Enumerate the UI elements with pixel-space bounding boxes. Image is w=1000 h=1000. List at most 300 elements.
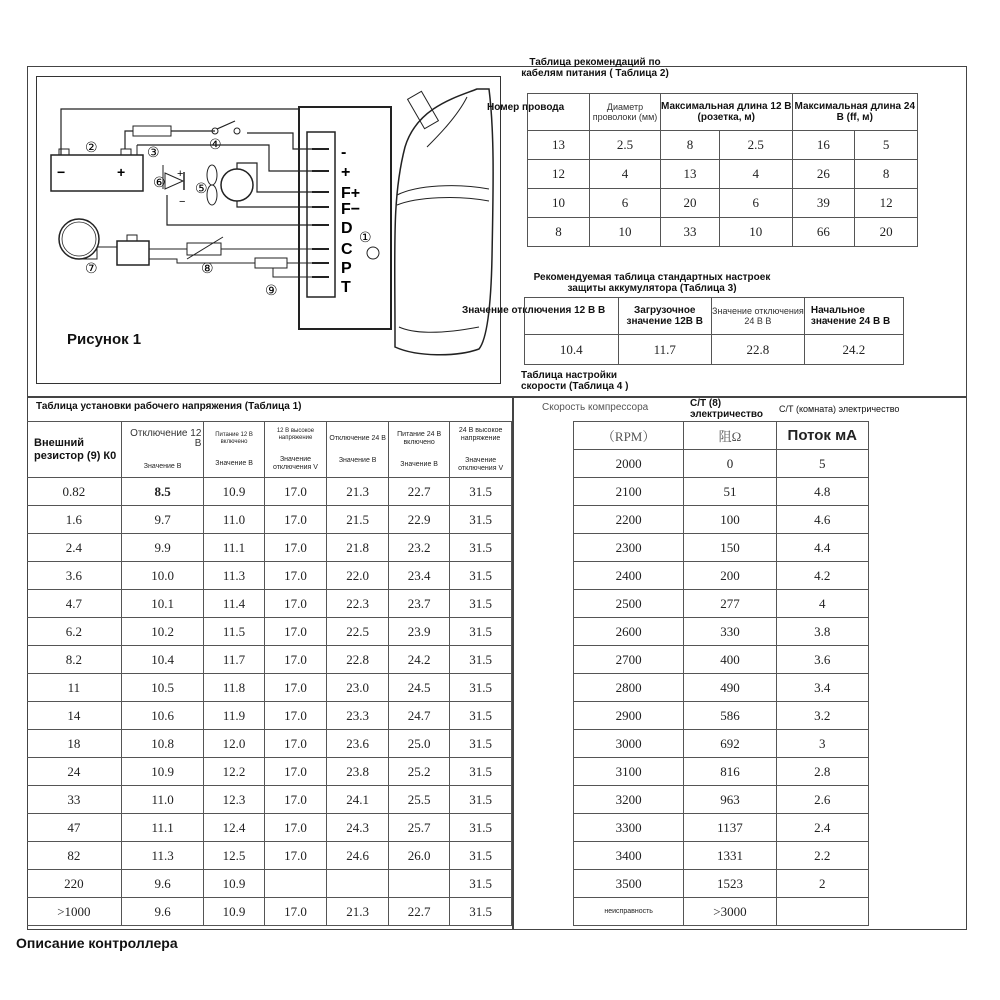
table1-cell: 9.9 [121,534,204,562]
terminal-p: P [341,260,352,277]
table1-cell: 17.0 [264,842,327,870]
table4-cell: 200 [684,562,776,590]
table2-cell: 26 [792,160,855,189]
label-2: ② [85,139,98,155]
label-6: ⑥ [153,174,166,190]
table1-cell: 25.5 [389,786,450,814]
table1-cell: 17.0 [264,590,327,618]
table1-pow12-title: Питание 12 В включено [215,431,253,445]
table4-row [574,450,869,478]
table1-off24hi-title: 24 В высокое напряжение [458,426,503,442]
table1-cell: 17.0 [264,646,327,674]
table4-row [574,702,869,730]
table4-cell: 5 [776,450,868,478]
table2-cell: 66 [792,218,855,247]
table4-cell: >3000 [684,898,776,926]
table1-off24-sub: Значение В [338,456,377,464]
table1-cell: 10.9 [121,758,204,786]
table1-cell: 17.0 [264,478,327,506]
table2-cell: 13 [528,131,590,160]
table4-cell: 2900 [574,702,684,730]
terminal-c: C [341,241,353,258]
fan-motor [221,169,253,201]
table4-cell: 2.6 [776,786,868,814]
table4-cell: 2200 [574,506,684,534]
table1-off24-title: Отключение 24 В [329,434,386,442]
table1-cell: 31.5 [450,478,512,506]
table1-cell: 21.8 [327,534,389,562]
table1-cell: 22.7 [389,478,450,506]
table2-cell: 2.5 [590,131,661,160]
table1-cell: 11.7 [204,646,264,674]
table2-cell: 5 [855,131,918,160]
table4-caption: Таблица настройки скорости (Таблица 4 ) [521,370,629,392]
table2-cell: 6 [719,189,792,218]
table1-cell: 17.0 [264,814,327,842]
table4-cell: 277 [684,590,776,618]
table2-cell: 10 [590,218,661,247]
table2-cell: 12 [528,160,590,189]
table2-cell: 12 [855,189,918,218]
table1-row [27,562,512,590]
table3-col1-cell [525,298,619,335]
table1-cell: 11.0 [121,786,204,814]
table1-off24-header [327,422,389,478]
table1-row [27,506,512,534]
table4-cell: 2800 [574,674,684,702]
label-4: ④ [209,136,222,152]
table3-caption: Рекомендуемая таблица стандартных настроек защиты аккумулятора (Таблица 3) [533,272,771,294]
table4-cell: 2600 [574,618,684,646]
table-4 [573,421,869,926]
table1-cell: 2.4 [27,534,121,562]
table1-pow24-title: Питание 24 В включено [397,430,442,446]
table1-off24hi-sub: Значение отключения V [458,456,504,472]
table1-cell: 0.82 [27,478,121,506]
table1-cell: 12.3 [204,786,264,814]
table4-cell: 3100 [574,758,684,786]
table1-cell: 82 [27,842,121,870]
table1-off12-header [121,422,204,478]
table1-cell: 31.5 [450,674,512,702]
terminal-f-minus: F− [341,201,361,218]
table4-cell: 2100 [574,478,684,506]
table2-wire-header [528,94,590,131]
table4-row [574,618,869,646]
table1-cell: 10.9 [204,478,264,506]
table1-cell: 31.5 [450,506,512,534]
table1-resistor-header [27,422,121,478]
table1-off24hi-header [450,422,512,478]
table1-cell: 6.2 [27,618,121,646]
table1-off12hi-header [264,422,327,478]
table2-cell: 20 [855,218,918,247]
table4-cell: 330 [684,618,776,646]
table1-off12hi-title: 12 В высокое напряжение [276,427,315,441]
table4-cell [776,898,868,926]
table1-cell: 10.2 [121,618,204,646]
table1-cell: 25.2 [389,758,450,786]
table1-cell: 220 [27,870,121,898]
battery-plus: + [117,164,126,180]
table3-val-3: 22.8 [711,335,804,365]
label-5: ⑤ [195,180,208,196]
table4-cell: 1523 [684,870,776,898]
table3-col-2: Загрузочное значение 12В В [618,298,711,335]
table2-cell: 4 [719,160,792,189]
terminal-plus: + [341,164,351,181]
table2-cell: 13 [661,160,720,189]
table1-row [27,478,512,506]
table4-cell: 2300 [574,534,684,562]
table1-cell: 11.1 [121,814,204,842]
fuse [133,126,171,136]
table1-cell: 24.1 [327,786,389,814]
label-8: ⑧ [201,260,214,276]
table4-ohm-header: 阻Ω [684,422,776,450]
table4-cell: 3400 [574,842,684,870]
table4-cell: 3300 [574,814,684,842]
table2-cell: 10 [528,189,590,218]
table4-rpm-header: （RPM） [574,422,684,450]
table1-cell: 31.5 [450,814,512,842]
table1-row [27,534,512,562]
table4-row [574,842,869,870]
table4-cell: 2700 [574,646,684,674]
table1-resistor-label: Внешний резистор (9) К0 [34,436,117,462]
table4-row [574,506,869,534]
table1-cell: 12.2 [204,758,264,786]
table2-cell: 8 [661,131,720,160]
table1-cell: 31.5 [450,786,512,814]
table1-cell: 17.0 [264,758,327,786]
table1-cell: 11.1 [204,534,264,562]
table1-row [27,674,512,702]
table1-cell [389,870,450,898]
table1-cell: 23.8 [327,758,389,786]
svg-text:−: − [179,196,186,208]
table4-row [574,478,869,506]
table1-off12-title: Отключение 12 В [130,427,202,449]
label-3: ③ [147,144,160,160]
table1-cell: 11.3 [121,842,204,870]
table1-pow12-sub: Значение В [215,459,253,467]
table2-cell: 6 [590,189,661,218]
table4-cell: 692 [684,730,776,758]
table1-cell: 22.0 [327,562,389,590]
table1-off12-sub: Значение В [143,462,182,470]
table1-cell: 17.0 [264,506,327,534]
table2-caption: Таблица рекомендаций по кабелям питания ( Таблица 2) [521,57,669,79]
table-2 [527,93,918,247]
table4-cell: 3.4 [776,674,868,702]
table3-col-1: Значение отключения 12 В В [462,305,606,316]
table2-cell: 10 [719,218,792,247]
table4-cell: 0 [684,450,776,478]
table1-cell: 31.5 [450,646,512,674]
table4-cell: 400 [684,646,776,674]
table1-cell: 31.5 [450,702,512,730]
table1-cell: 18 [27,730,121,758]
table1-cell: 22.8 [327,646,389,674]
table1-cell: 10.9 [204,870,264,898]
table4-cell: 2400 [574,562,684,590]
table4-row [574,898,869,926]
table3-val-4: 24.2 [804,335,903,365]
table1-row [27,842,512,870]
label-9: ⑨ [265,282,278,298]
table1-cell: 17.0 [264,618,327,646]
figure-1 [36,76,501,384]
table1-cell: 31.5 [450,870,512,898]
footer-title: Описание контроллера [16,935,178,951]
table4-cell: 4.4 [776,534,868,562]
table1-cell: 26.0 [389,842,450,870]
table1-cell: 22.3 [327,590,389,618]
table2-cell: 16 [792,131,855,160]
figure-title: Рисунок 1 [67,331,142,348]
table4-row [574,730,869,758]
table1-cell: 10.6 [121,702,204,730]
table1-cell: 9.7 [121,506,204,534]
table1-cell: 11 [27,674,121,702]
table1-cell: 24.2 [389,646,450,674]
table4-cell: 3 [776,730,868,758]
table1-cell: 31.5 [450,590,512,618]
table1-cell: 23.6 [327,730,389,758]
table1-cell: 9.6 [121,898,204,926]
table4-cell: 586 [684,702,776,730]
table4-cell: 963 [684,786,776,814]
table1-pow12-header [204,422,264,478]
thermostat-coil [59,219,99,259]
table4-cell: 4.8 [776,478,868,506]
table1-cell: 11.0 [204,506,264,534]
table4-row [574,562,869,590]
table1-row [27,702,512,730]
table1-cell: 31.5 [450,898,512,926]
table2-cell: 2.5 [719,131,792,160]
table4-row [574,870,869,898]
table1-cell: 23.3 [327,702,389,730]
table4-cell: 3200 [574,786,684,814]
table4-row [574,534,869,562]
table1-cell: 10.1 [121,590,204,618]
terminal-t: T [341,279,351,296]
table1-cell: 22.9 [389,506,450,534]
table2-row [528,160,918,189]
table4-cell: 4 [776,590,868,618]
table4-cell: 51 [684,478,776,506]
table1-cell: 10.9 [204,898,264,926]
table1-pow24-sub: Значение В [400,460,438,468]
table4-cell: 2 [776,870,868,898]
table4-cell: 2.8 [776,758,868,786]
terminal-f-plus: F+ [341,185,361,202]
table4-cell: 3.6 [776,646,868,674]
table1-cell: 14 [27,702,121,730]
table1-cell: 10.0 [121,562,204,590]
table1-cell: 17.0 [264,562,327,590]
table-3 [524,297,904,365]
table1-cell: 23.2 [389,534,450,562]
table2-12v-header: Максимальная длина 12 В (розетка, м) [661,94,793,131]
table1-cell [264,870,327,898]
table1-row [27,870,512,898]
table1-cell: 22.5 [327,618,389,646]
table2-cell: 4 [590,160,661,189]
table4-cell: 100 [684,506,776,534]
table4-cell: 3.8 [776,618,868,646]
table1-off12hi-sub: Значение отключения V [272,455,318,471]
table4-row [574,814,869,842]
table1-cell: 12.0 [204,730,264,758]
table-1 [27,421,512,926]
table4-flow-top: С/Т (комната) электричество [779,404,900,414]
table1-cell: >1000 [27,898,121,926]
table1-cell: 31.5 [450,842,512,870]
table1-row [27,758,512,786]
table1-cell: 11.8 [204,674,264,702]
table4-row [574,646,869,674]
table1-cell: 31.5 [450,758,512,786]
table3-col-3: Значение отключения 24 В В [711,298,804,335]
table1-cell: 31.5 [450,534,512,562]
table1-cell: 11.9 [204,702,264,730]
table1-row [27,814,512,842]
table4-cell: 3500 [574,870,684,898]
table4-cell: 490 [684,674,776,702]
table1-cell: 17.0 [264,730,327,758]
table1-cell: 11.5 [204,618,264,646]
table1-cell: 9.6 [121,870,204,898]
table1-row [27,898,512,926]
table1-cell: 24 [27,758,121,786]
table1-cell: 47 [27,814,121,842]
label-7: ⑦ [85,260,98,276]
table4-cell: 3.2 [776,702,868,730]
thermostat [117,241,149,265]
table1-cell [327,870,389,898]
table2-row [528,189,918,218]
table1-cell: 17.0 [264,534,327,562]
table1-cell: 17.0 [264,702,327,730]
table4-cell: неисправность [574,898,684,926]
table1-cell: 23.9 [389,618,450,646]
table1-cell: 10.4 [121,646,204,674]
table2-cell: 8 [855,160,918,189]
table4-cell: 2.4 [776,814,868,842]
table1-cell: 23.4 [389,562,450,590]
table1-cell: 12.4 [204,814,264,842]
table4-cell: 1137 [684,814,776,842]
table2-row [528,131,918,160]
table3-val-2: 11.7 [618,335,711,365]
battery-minus: − [57,164,66,180]
table1-row [27,618,512,646]
table1-caption: Таблица установки рабочего напряжения (Таблица 1) [36,401,302,412]
table4-cell: 1331 [684,842,776,870]
table1-row [27,786,512,814]
table1-cell: 24.7 [389,702,450,730]
table1-cell: 24.5 [389,674,450,702]
table2-24v-header: Максимальная длина 24 В (ff, м) [792,94,917,131]
table1-cell: 21.3 [327,898,389,926]
table1-cell: 21.3 [327,478,389,506]
table4-cell: 2000 [574,450,684,478]
table1-cell: 11.3 [204,562,264,590]
table2-diam-header: Диаметр проволоки (мм) [590,94,661,131]
table4-cell: 3000 [574,730,684,758]
table2-cell: 39 [792,189,855,218]
table4-cell: 816 [684,758,776,786]
label-1: ① [359,229,372,245]
table4-ct8-label: С/Т (8) электричество [690,398,764,420]
table4-row [574,590,869,618]
table2-row [528,218,918,247]
table1-cell: 31.5 [450,618,512,646]
table1-pow24-header [389,422,450,478]
table1-cell: 21.5 [327,506,389,534]
table1-cell: 17.0 [264,674,327,702]
table1-cell: 10.8 [121,730,204,758]
table1-cell: 8.2 [27,646,121,674]
table1-cell: 23.7 [389,590,450,618]
terminal-d: D [341,220,353,237]
table1-row [27,590,512,618]
table1-cell: 10.5 [121,674,204,702]
table2-col-wire: Номер провода [487,102,565,113]
table1-row [27,730,512,758]
table1-cell: 33 [27,786,121,814]
table4-row [574,786,869,814]
table3-col-4: Начальное значение 24 В В [804,298,903,335]
resistor [255,258,287,268]
table4-speed-label: Скорость компрессора [542,402,649,413]
table1-cell: 1.6 [27,506,121,534]
table1-cell: 24.6 [327,842,389,870]
table4-cell: 2.2 [776,842,868,870]
table1-cell: 24.3 [327,814,389,842]
table4-cell: 150 [684,534,776,562]
table1-cell: 12.5 [204,842,264,870]
table1-cell: 31.5 [450,730,512,758]
table4-flow-header: Поток мА [776,422,868,450]
table4-cell: 4.6 [776,506,868,534]
table1-cell: 31.5 [450,562,512,590]
table1-cell: 8.5 [121,478,204,506]
table1-cell: 17.0 [264,898,327,926]
table2-cell: 33 [661,218,720,247]
table1-cell: 11.4 [204,590,264,618]
table4-row [574,758,869,786]
table3-val-1: 10.4 [525,335,619,365]
table1-cell: 23.0 [327,674,389,702]
table4-cell: 4.2 [776,562,868,590]
table2-cell: 20 [661,189,720,218]
table1-cell: 4.7 [27,590,121,618]
table1-cell: 3.6 [27,562,121,590]
table2-cell: 8 [528,218,590,247]
table4-cell: 2500 [574,590,684,618]
svg-text:+: + [177,168,184,180]
table1-cell: 17.0 [264,786,327,814]
table1-row [27,646,512,674]
table1-cell: 22.7 [389,898,450,926]
terminal-minus: - [341,144,347,161]
table1-cell: 25.7 [389,814,450,842]
table4-row [574,674,869,702]
